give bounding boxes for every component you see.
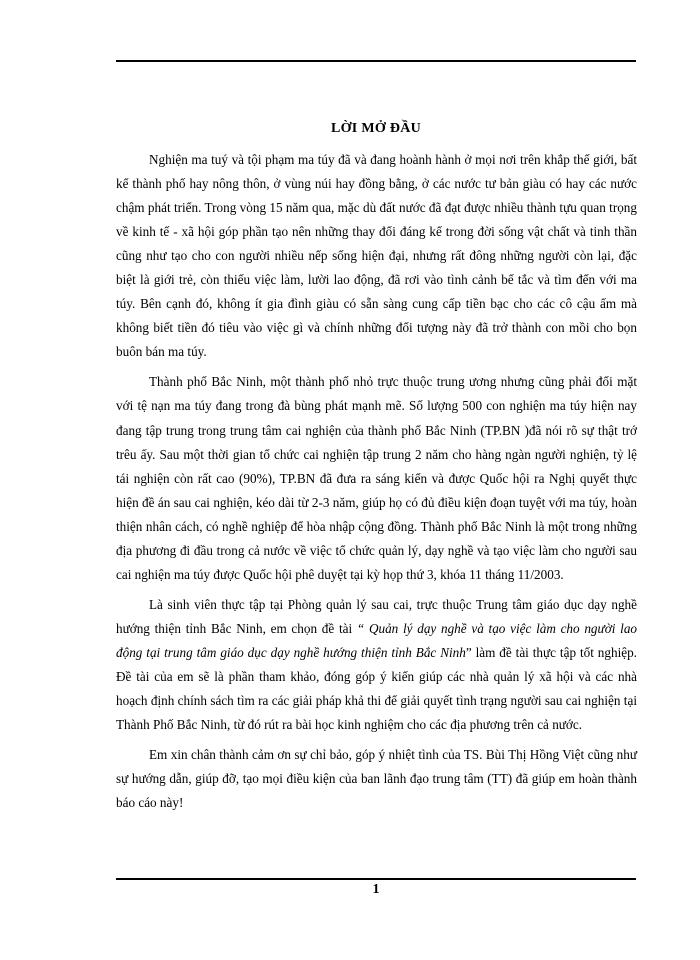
paragraph-1: Nghiện ma tuý và tội phạm ma túy đã và đang hoành hành ở mọi nơi trên khắp thế giới, bất kể thành phố hay nông thôn, ở vùng núi hay đồng bằng, ở các nước tư bản giàu có hay các nước chậm phát triển. Trong vòng 15 năm qua, mặc dù đất nước đã đạt được nhiều thành tựu quan trọng về kinh tế - xã hội góp phần tạo nên những thay đổi đáng kể trong đời sống vật chất và tinh thần cũng như tạo cho con người nhiều nếp sống hiện đại, nhưng rất đông những người còn lại, đặc biệt là giới trẻ, còn thiếu việc làm, lười lao động, đã rơi vào tình cảnh bế tắc và tìm đến với ma túy. Bên cạnh đó, không ít gia đình giàu có sẵn sàng cung cấp tiền bạc cho các cô cậu ấm mà không biết tiền đó tiêu vào việc gì và chính những đối tượng này đã trở thành con mồi cho bọn buôn bán ma túy. [116, 152, 637, 360]
paragraph-3 [116, 593, 637, 737]
header-rule [116, 60, 636, 62]
thesis-topic-title: “ Quản lý dạy nghề và tạo việc làm cho người lao động tại trung tâm giáo dục dạy nghề hướng thiện tỉnh Bắc Ninh [116, 620, 638, 660]
paragraph-4: Em xin chân thành cảm ơn sự chỉ bảo, góp ý nhiệt tình của TS. Bùi Thị Hồng Việt cũng như sự hướng dẫn, giúp đỡ, tạo mọi điều kiện của ban lãnh đạo trung tâm (TT) đã giúp em hoàn thành báo cáo này! [116, 747, 637, 811]
paragraph-3-rest: ” làm đề tài thực tập tốt nghiệp. Đề tài của em sẽ là phần tham khảo, đóng góp ý kiến giúp các nhà quản lý xã hội và các nhà hoạch định chính sách tìm ra các giải pháp khả thi để giải quyết tình trạng người sau cai nghiện tại Thành Phố Bắc Ninh, từ đó rút ra bài học kinh nghiệm cho các địa phương trên cả nước. [116, 644, 637, 733]
footer-rule [116, 878, 636, 880]
page-number: 1 [372, 882, 380, 897]
paragraph-3-lead: Là sinh viên thực tập tại Phòng quản lý sau cai, trực thuộc Trung tâm giáo dục dạy nghề hướng thiện tỉnh Bắc Ninh, em chọn đề tài [116, 596, 637, 636]
paragraph-2: Thành phố Bắc Ninh, một thành phố nhỏ trực thuộc trung ương nhưng cũng phải đối mặt với tệ nạn ma túy đang trong đà bùng phát mạnh mẽ. Số lượng 500 con nghiện ma túy hiện nay đang tập trung trong trung tâm cai nghiện của thành phố Bắc Ninh (TP.BN )đã nói rõ sự thật trớ trêu ấy. Sau một thời gian tổ chức cai nghiện tập trung 2 năm cho hàng ngàn người nghiện, tỷ lệ tái nghiện còn rất cao (90%), TP.BN đã đưa ra sáng kiến và được Quốc hội ra Nghị quyết thực hiện đề án sau cai nghiện, kéo dài từ 2-3 năm, giúp họ có đủ điều kiện đoạn tuyệt với ma túy, hoàn thiện nhân cách, có nghề nghiệp để hòa nhập cộng đồng. Thành phố Bắc Ninh là một trong những địa phương đi đầu trong cả nước về việc tổ chức quản lý, dạy nghề và tạo việc làm cho người sau cai nghiện ma túy được Quốc hội phê duyệt tại kỳ họp thứ 3, khóa 11 tháng 11/2003. [116, 374, 637, 582]
page-title: LỜI MỞ ĐẦU [330, 121, 422, 137]
document-body [116, 148, 637, 821]
